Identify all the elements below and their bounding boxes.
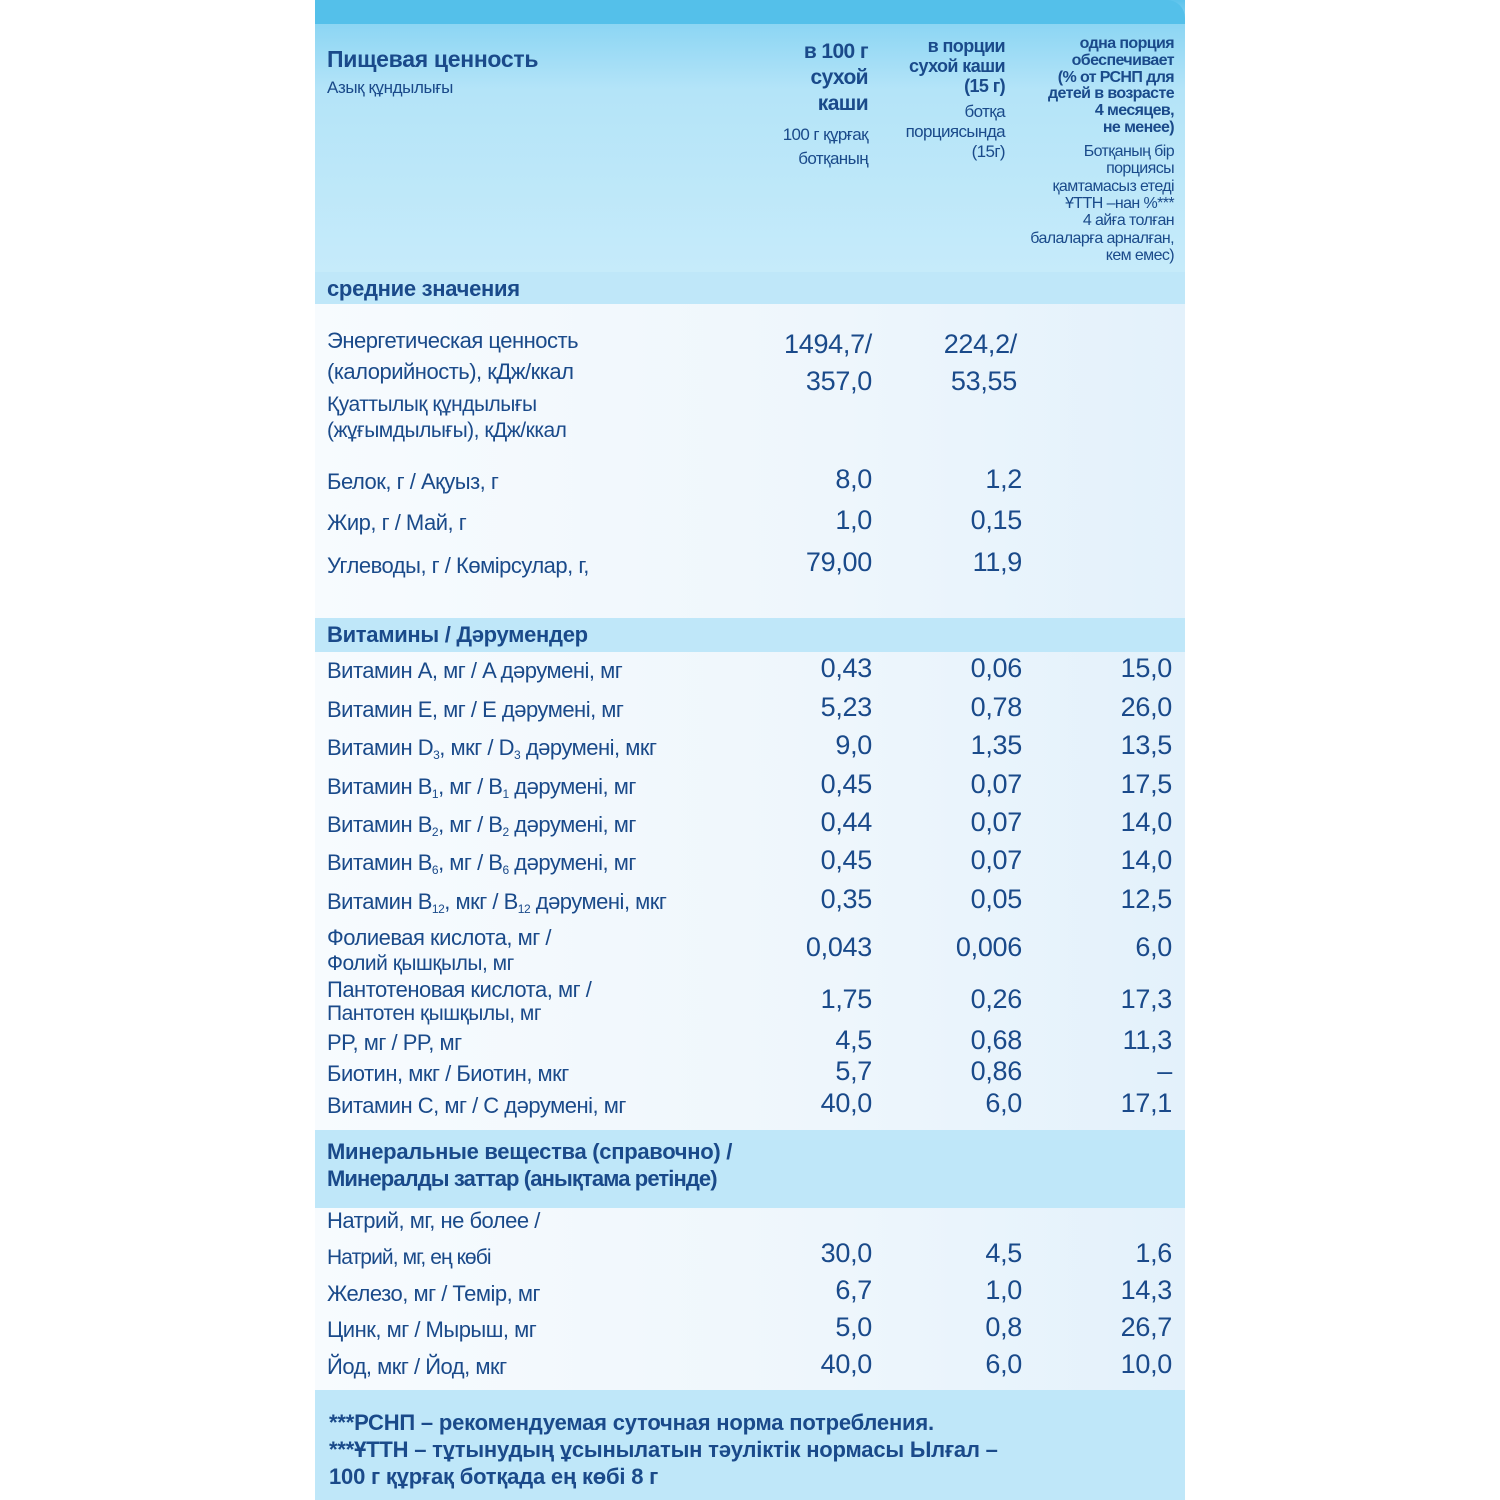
footnote-line-2: ***ҰТТН – тұтынудың ұсынылатын тәуліктік нормасы Ылғал – [329, 1437, 998, 1462]
vitamin-b1-portion: 0,07 [970, 769, 1022, 799]
vitamin-b2-label: Витамин $B_2$, мг / $B_2$ дәрумені, мг [327, 812, 636, 839]
col-header-rsnp: одна порция обеспечивает (% от РСНП для детей в возрасте 4 месяцев, не менее) Ботқаның бір порциясы қамтамасыз етеді ҰТТН –нан %*** 4 айға толған балаларға арналған, кем емес) [1030, 35, 1174, 265]
sodium-label-1: Натрий, мг, не более / [327, 1208, 540, 1233]
vitamin-b6-portion: 0,07 [970, 845, 1022, 875]
vitamin-b2-rsnp: 14,0 [1120, 807, 1172, 837]
zinc-rsnp: 26,7 [1120, 1312, 1172, 1342]
carbs-label: Углеводы, г / Көмірсулар, г, [327, 553, 589, 578]
sodium-100g: 30,0 [820, 1238, 872, 1268]
vitamin-b6-rsnp: 14,0 [1120, 845, 1172, 875]
vitamin-c-100g: 40,0 [820, 1088, 872, 1118]
energy-label-4: (жұғымдылығы), кДж/ккал [327, 419, 567, 442]
folic-acid-portion: 0,006 [955, 932, 1022, 962]
col-header-portion: в порции сухой каши (15 г) ботқа порциясында (15г) [905, 36, 1005, 161]
vitamin-e-100g: 5,23 [820, 692, 872, 722]
pp-rsnp: 11,3 [1122, 1025, 1172, 1055]
vitamin-d3-100g: 9,0 [835, 730, 872, 760]
fat-label: Жир, г / Май, г [327, 510, 467, 535]
section-vitamins: Витамины / Дәрумендер [327, 622, 588, 647]
table-title-kz: Азық құндылығы [327, 78, 453, 97]
folic-acid-label-2: Фолий қышқылы, мг [327, 952, 514, 975]
pantothenic-100g: 1,75 [820, 984, 872, 1014]
sodium-label-2: Натрий, мг, ең көбі [327, 1246, 491, 1269]
col-header-100g: в 100 г сухой каши 100 г құрғақ ботқаның [782, 40, 868, 168]
vitamin-c-rsnp: 17,1 [1120, 1088, 1172, 1118]
pantothenic-label-2: Пантотен қышқылы, мг [327, 1002, 541, 1025]
vitamin-b2-100g: 0,44 [820, 807, 872, 837]
biotin-rsnp: – [1157, 1056, 1172, 1086]
vitamin-a-rsnp: 15,0 [1120, 653, 1172, 683]
vitamin-a-100g: 0,43 [820, 653, 872, 683]
section-minerals-2: Минералды заттар (анықтама ретінде) [327, 1166, 717, 1191]
carbs-portion: 11,9 [972, 547, 1022, 577]
carbs-100g: 79,00 [805, 547, 872, 577]
energy-label-2: (калорийность), кДж/ккал [327, 359, 574, 384]
section-minerals-1: Минеральные вещества (справочно) / [327, 1139, 733, 1164]
vitamin-b2-portion: 0,07 [970, 807, 1022, 837]
sodium-rsnp: 1,6 [1135, 1238, 1172, 1268]
vitamin-b12-100g: 0,35 [820, 884, 872, 914]
table-title: Пищевая ценность [327, 46, 539, 72]
vitamin-b1-label: Витамин $B_1$, мг / $B_1$ дәрумені, мг [327, 774, 636, 801]
pp-100g: 4,5 [835, 1025, 872, 1055]
biotin-label: Биотин, мкг / Биотин, мкг [327, 1061, 569, 1086]
pp-label: PP, мг / PP, мг [327, 1030, 462, 1055]
zinc-label: Цинк, мг / Мырыш, мг [327, 1317, 537, 1342]
vitamin-b1-rsnp: 17,5 [1120, 769, 1172, 799]
energy-portion-kcal: 53,55 [950, 366, 1017, 396]
pantothenic-label-1: Пантотеновая кислота, мг / [327, 977, 592, 1002]
header-cap [315, 0, 1185, 24]
energy-100g-kj: 1494,7/ [784, 329, 872, 359]
section-avg: средние значения [327, 276, 520, 301]
biotin-portion: 0,86 [970, 1056, 1022, 1086]
iodine-rsnp: 10,0 [1120, 1349, 1172, 1379]
vitamin-e-label: Витамин E, мг / E дәрумені, мг [327, 697, 624, 722]
vitamin-b12-portion: 0,05 [970, 884, 1022, 914]
iron-rsnp: 14,3 [1120, 1275, 1172, 1305]
footnote-line-1: ***РСНП – рекомендуемая суточная норма потребления. [329, 1410, 934, 1435]
energy-100g-kcal: 357,0 [805, 366, 872, 396]
iron-100g: 6,7 [835, 1275, 872, 1305]
iodine-portion: 6,0 [985, 1349, 1022, 1379]
vitamin-e-portion: 0,78 [970, 692, 1022, 722]
vitamin-c-portion: 6,0 [985, 1088, 1022, 1118]
protein-100g: 8,0 [835, 464, 872, 494]
vitamin-b6-label: Витамин $B_6$, мг / $B_6$ дәрумені, мг [327, 850, 636, 877]
protein-portion: 1,2 [985, 464, 1022, 494]
energy-portion-kj: 224,2/ [943, 329, 1017, 359]
iodine-label: Йод, мкг / Йод, мкг [327, 1354, 507, 1379]
protein-label: Белок, г / Ақуыз, г [327, 469, 499, 494]
pp-portion: 0,68 [970, 1025, 1022, 1055]
iron-label: Железо, мг / Темір, мг [327, 1281, 540, 1306]
folic-acid-label-1: Фолиевая кислота, мг / [327, 925, 551, 950]
vitamin-d3-rsnp: 13,5 [1120, 730, 1172, 760]
vitamin-b12-label: Витамин $B_{12}$, мкг / $B_{12}$ дәрумені, мкг [327, 889, 667, 916]
nutrition-panel [315, 0, 1185, 1500]
iron-portion: 1,0 [985, 1275, 1022, 1305]
energy-label-3: Қуаттылық құндылығы [327, 393, 537, 416]
vitamin-b6-100g: 0,45 [820, 845, 872, 875]
folic-acid-rsnp: 6,0 [1135, 932, 1172, 962]
energy-label-1: Энергетическая ценность [327, 328, 579, 353]
biotin-100g: 5,7 [835, 1056, 872, 1086]
vitamin-e-rsnp: 26,0 [1120, 692, 1172, 722]
pantothenic-rsnp: 17,3 [1120, 984, 1172, 1014]
fat-portion: 0,15 [970, 505, 1022, 535]
zinc-portion: 0,8 [985, 1312, 1022, 1342]
fat-100g: 1,0 [835, 505, 872, 535]
vitamin-a-portion: 0,06 [970, 653, 1022, 683]
folic-acid-100g: 0,043 [805, 932, 872, 962]
vitamin-c-label: Витамин C, мг / C дәрумені, мг [327, 1093, 626, 1118]
pantothenic-portion: 0,26 [970, 984, 1022, 1014]
sodium-portion: 4,5 [985, 1238, 1022, 1268]
vitamin-b12-rsnp: 12,5 [1120, 884, 1172, 914]
vitamin-d3-label: Витамин $D_3$, мкг / $D_3$ дәрумені, мкг [327, 735, 657, 762]
vitamin-d3-portion: 1,35 [970, 730, 1022, 760]
vitamin-b1-100g: 0,45 [820, 769, 872, 799]
iodine-100g: 40,0 [820, 1349, 872, 1379]
footnote-line-3: 100 г құрғақ ботқада ең көбі 8 г [329, 1464, 659, 1489]
vitamin-a-label: Витамин A, мг / A дәрумені, мг [327, 658, 623, 683]
zinc-100g: 5,0 [835, 1312, 872, 1342]
